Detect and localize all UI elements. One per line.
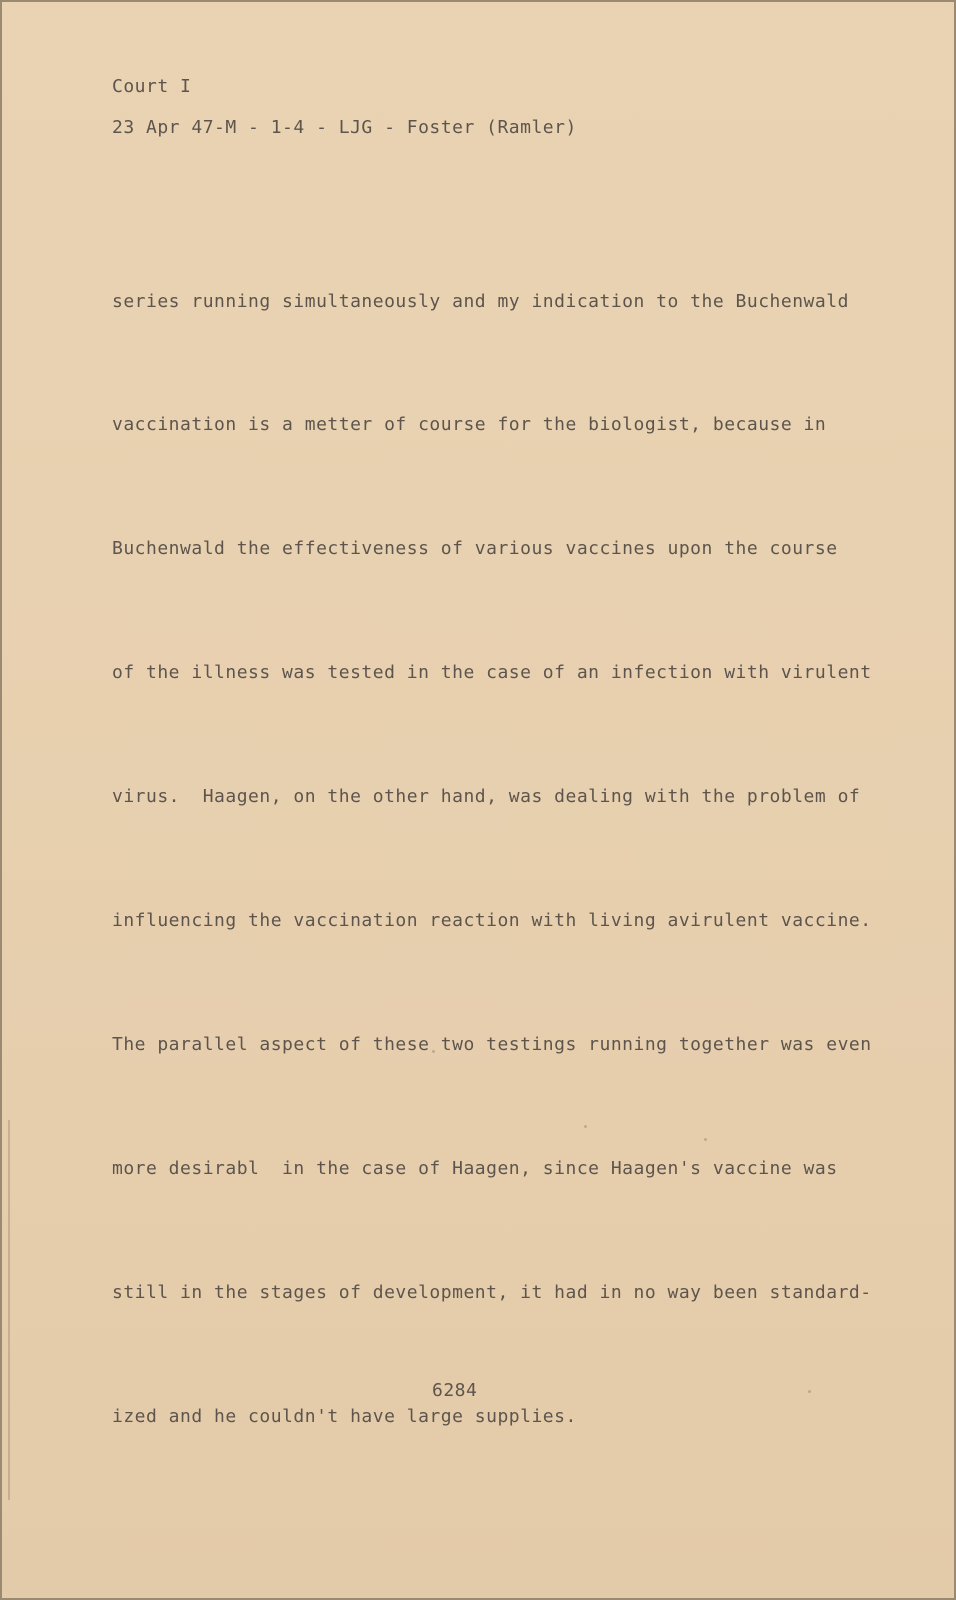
court-heading: Court I <box>112 76 192 97</box>
transcript-body <box>112 198 872 1520</box>
session-line: 23 Apr 47-M - 1-4 - LJG - Foster (Ramler) <box>112 117 577 138</box>
paper-speck <box>584 1125 587 1128</box>
transcript-line: The parallel aspect of these two testings running together was even <box>112 1033 872 1055</box>
paper-speck <box>432 1050 435 1053</box>
transcript-line: still in the stages of development, it had in no way been standard- <box>112 1281 872 1303</box>
paper-speck <box>808 1390 811 1393</box>
paper-speck <box>704 1138 707 1141</box>
transcript-line: more desirabl in the case of Haagen, since Haagen's vaccine was <box>112 1157 838 1179</box>
page-number: 6284 <box>432 1380 478 1401</box>
transcript-line: Buchenwald the effectiveness of various vaccines upon the course <box>112 538 838 560</box>
transcript-line: series running simultaneously and my indication to the Buchenwald <box>112 290 849 312</box>
transcript-line: influencing the vaccination reaction with living avirulent vaccine. <box>112 910 872 932</box>
transcript-line: of the illness was tested in the case of an infection with virulent <box>112 662 872 684</box>
transcript-line: ized and he couldn't have large supplies. <box>112 1405 577 1427</box>
paper-edge-mark <box>8 1120 10 1500</box>
transcript-line: virus. Haagen, on the other hand, was dealing with the problem of <box>112 786 861 808</box>
transcript-line: vaccination is a metter of course for the biologist, because in <box>112 414 827 436</box>
